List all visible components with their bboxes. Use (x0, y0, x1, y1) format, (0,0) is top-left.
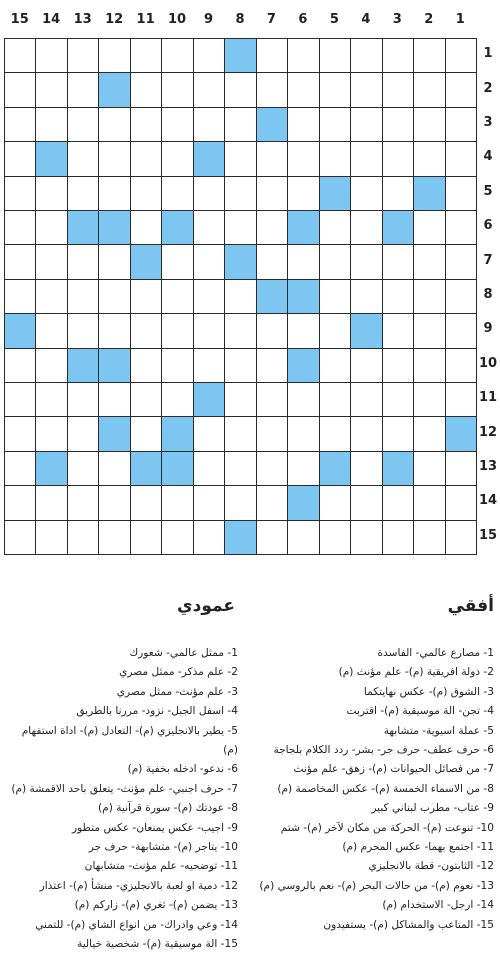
shaded-cell (287, 485, 319, 520)
grid-cell[interactable] (445, 141, 477, 176)
grid-cell[interactable] (224, 279, 256, 314)
shaded-cell (256, 279, 288, 314)
grid-cell[interactable] (130, 72, 162, 107)
grid-cell[interactable] (161, 279, 193, 314)
column-number: 15 (10, 12, 29, 27)
across-clue: 12- الثابتون- قطة بالانجليزي (368, 860, 494, 873)
shaded-cell (413, 176, 445, 211)
grid-cell[interactable] (413, 348, 445, 383)
shaded-cell (161, 416, 193, 451)
shaded-cell (193, 382, 225, 417)
grid-cell[interactable] (445, 107, 477, 142)
grid-cell[interactable] (350, 38, 382, 73)
down-clue: 3- علم مؤنث- ممثل مصري (116, 685, 238, 698)
row-number: 1 (483, 46, 493, 62)
grid-cell[interactable] (130, 382, 162, 417)
across-clue: 7- من فصائل الحيوانات (م)- زهق- علم مؤنث (293, 763, 494, 776)
grid-cell[interactable] (4, 38, 36, 73)
grid-cell[interactable] (224, 107, 256, 142)
down-clue: 6- ندعو- ادخله بخفية (م) (127, 763, 238, 776)
grid-cell[interactable] (35, 485, 67, 520)
grid-cell[interactable] (350, 279, 382, 314)
grid-cell[interactable] (319, 416, 351, 451)
grid-cell[interactable] (193, 107, 225, 142)
column-number: 1 (455, 12, 465, 27)
grid-cell[interactable] (35, 279, 67, 314)
grid-cell[interactable] (224, 176, 256, 211)
grid-cell[interactable] (193, 38, 225, 73)
shaded-cell (224, 520, 256, 555)
grid-cell[interactable] (35, 348, 67, 383)
shaded-cell (224, 38, 256, 73)
grid-cell[interactable] (287, 141, 319, 176)
grid-cell[interactable] (319, 72, 351, 107)
grid-cell[interactable] (382, 72, 414, 107)
grid-cell[interactable] (130, 520, 162, 555)
grid-cell[interactable] (413, 451, 445, 486)
column-number: 6 (298, 12, 308, 27)
grid-cell[interactable] (224, 141, 256, 176)
grid-cell[interactable] (161, 176, 193, 211)
grid-cell[interactable] (193, 348, 225, 383)
down-clue: 5- يطير بالانجليزي (م)- التعادل (م)- اداة استفهام (م) (21, 724, 238, 757)
grid-cell[interactable] (98, 313, 130, 348)
row-number: 10 (478, 355, 498, 371)
column-number: 10 (168, 12, 187, 27)
grid-cell[interactable] (161, 520, 193, 555)
grid-cell[interactable] (445, 348, 477, 383)
grid-cell[interactable] (224, 416, 256, 451)
grid-cell[interactable] (130, 176, 162, 211)
grid-cell[interactable] (224, 210, 256, 245)
grid-cell[interactable] (4, 382, 36, 417)
grid-cell[interactable] (67, 72, 99, 107)
grid-cell[interactable] (67, 451, 99, 486)
grid-cell[interactable] (67, 279, 99, 314)
grid-cell[interactable] (445, 485, 477, 520)
down-clue: 1- ممثل عالمي- شعورك (129, 647, 238, 659)
grid-cell[interactable] (413, 38, 445, 73)
shaded-cell (287, 210, 319, 245)
across-clue: 11- اجتمع بهما- عكس المحرم (م) (342, 841, 494, 854)
grid-cell[interactable] (382, 416, 414, 451)
grid-cell[interactable] (224, 485, 256, 520)
grid-cell[interactable] (130, 141, 162, 176)
grid-cell[interactable] (382, 520, 414, 555)
grid-cell[interactable] (445, 520, 477, 555)
grid-cell[interactable] (413, 141, 445, 176)
grid-cell[interactable] (67, 176, 99, 211)
grid-cell[interactable] (35, 313, 67, 348)
across-heading: أفقي (447, 596, 494, 616)
grid-cell[interactable] (4, 279, 36, 314)
grid-cell[interactable] (224, 451, 256, 486)
grid-cell[interactable] (287, 520, 319, 555)
grid-cell[interactable] (413, 416, 445, 451)
row-number: 14 (478, 493, 498, 509)
grid-cell[interactable] (256, 176, 288, 211)
grid-cell[interactable] (350, 451, 382, 486)
grid-cell[interactable] (445, 313, 477, 348)
grid-cell[interactable] (256, 382, 288, 417)
grid-cell[interactable] (161, 485, 193, 520)
grid-cell[interactable] (350, 210, 382, 245)
grid-cell[interactable] (98, 485, 130, 520)
shaded-cell (287, 348, 319, 383)
shaded-cell (161, 451, 193, 486)
grid-cell[interactable] (193, 416, 225, 451)
grid-cell[interactable] (4, 72, 36, 107)
grid-cell[interactable] (130, 38, 162, 73)
grid-cell[interactable] (382, 107, 414, 142)
grid-cell[interactable] (445, 279, 477, 314)
shaded-cell (445, 416, 477, 451)
grid-cell[interactable] (413, 72, 445, 107)
grid-cell[interactable] (287, 313, 319, 348)
shaded-cell (98, 72, 130, 107)
grid-cell[interactable] (130, 210, 162, 245)
grid-cell[interactable] (130, 416, 162, 451)
grid-cell[interactable] (67, 141, 99, 176)
grid-cell[interactable] (130, 279, 162, 314)
shaded-cell (161, 210, 193, 245)
grid-cell[interactable] (319, 348, 351, 383)
row-number: 11 (478, 390, 498, 406)
grid-cell[interactable] (67, 107, 99, 142)
grid-cell[interactable] (350, 176, 382, 211)
shaded-cell (382, 210, 414, 245)
row-number: 12 (478, 424, 498, 440)
clues-section (0, 596, 500, 949)
down-clue: 9- اجيب- عكس يمنعان- عكس متطور (71, 821, 238, 834)
grid-cell[interactable] (382, 348, 414, 383)
crossword-grid (4, 38, 476, 554)
row-number: 5 (483, 183, 493, 199)
grid-cell[interactable] (130, 107, 162, 142)
grid-cell[interactable] (35, 38, 67, 73)
grid-cell[interactable] (382, 244, 414, 279)
grid-cell[interactable] (161, 313, 193, 348)
grid-cell[interactable] (193, 485, 225, 520)
across-clue: 2- دولة افريقية (م)- علم مؤنث (م) (338, 666, 494, 679)
grid-cell[interactable] (319, 382, 351, 417)
grid-cell[interactable] (193, 176, 225, 211)
across-clue-list (256, 644, 494, 935)
grid-cell[interactable] (319, 210, 351, 245)
grid-cell[interactable] (67, 520, 99, 555)
down-clue: 11- توضحيه- علم مؤنث- متشابهان (84, 860, 238, 873)
grid-cell[interactable] (382, 382, 414, 417)
across-clue: 1- مصارع عالمي- الفاسدة (377, 647, 494, 659)
grid-cell[interactable] (35, 244, 67, 279)
grid-cell[interactable] (256, 485, 288, 520)
across-clue: 10- تنوعت (م)- الحركة من مكان لآخر (م)- شتم (280, 821, 494, 834)
grid-cell[interactable] (256, 313, 288, 348)
grid-cell[interactable] (161, 348, 193, 383)
grid-cell[interactable] (287, 416, 319, 451)
grid-cell[interactable] (413, 210, 445, 245)
grid-cell[interactable] (256, 244, 288, 279)
shaded-cell (98, 348, 130, 383)
row-number: 3 (483, 115, 493, 130)
grid-cell[interactable] (193, 451, 225, 486)
grid-cell[interactable] (35, 210, 67, 245)
shaded-cell (382, 451, 414, 486)
grid-cell[interactable] (98, 382, 130, 417)
grid-cell[interactable] (161, 38, 193, 73)
down-clue: 2- علم مذكر- ممثل مصري (119, 666, 238, 679)
shaded-cell (130, 451, 162, 486)
down-clue: 15- الة موسيقية (م)- شخصية خيالية (77, 938, 238, 951)
grid-cell[interactable] (67, 313, 99, 348)
down-clue: 14- وعي وادراك- من انواع الشاي (م)- للتمني (35, 918, 238, 931)
row-number: 7 (483, 252, 493, 268)
column-number: 2 (424, 12, 434, 27)
down-clue: 7- حرف اجنبي- علم مؤنث- يتعلق باحد الاقمشة (م) (11, 782, 238, 795)
grid-cell[interactable] (382, 176, 414, 211)
grid-cell[interactable] (98, 107, 130, 142)
grid-cell[interactable] (256, 210, 288, 245)
row-number: 15 (478, 527, 498, 543)
grid-cell[interactable] (67, 244, 99, 279)
grid-cell[interactable] (287, 451, 319, 486)
row-number: 4 (483, 149, 493, 165)
across-clue: 8- من الاسماء الخمسة (م)- عكس المخاصمة (م) (277, 782, 494, 795)
grid-cell[interactable] (4, 416, 36, 451)
across-clue: 9- عتاب- مطرب لبناني كبير (371, 802, 494, 815)
grid-cell[interactable] (98, 520, 130, 555)
grid-cell[interactable] (445, 244, 477, 279)
grid-cell[interactable] (193, 313, 225, 348)
grid-cell[interactable] (224, 382, 256, 417)
shaded-cell (287, 279, 319, 314)
grid-cell[interactable] (319, 38, 351, 73)
shaded-cell (224, 244, 256, 279)
grid-cell[interactable] (413, 313, 445, 348)
shaded-cell (256, 107, 288, 142)
grid-cell[interactable] (319, 107, 351, 142)
grid-cell[interactable] (256, 451, 288, 486)
grid-cell[interactable] (4, 176, 36, 211)
across-clue: 3- الشوق (م)- عكس نهايتكما (363, 685, 494, 698)
grid-cell[interactable] (193, 279, 225, 314)
grid-cell[interactable] (98, 279, 130, 314)
grid-cell[interactable] (35, 176, 67, 211)
grid-cell[interactable] (98, 38, 130, 73)
grid-cell[interactable] (319, 141, 351, 176)
grid-cell[interactable] (287, 72, 319, 107)
row-number: 6 (483, 218, 493, 234)
across-clue: 4- تجن- الة موسيقية (م)- اقتربت (346, 705, 494, 718)
shaded-cell (67, 348, 99, 383)
row-number: 8 (483, 287, 493, 302)
column-numbers (4, 0, 476, 36)
grid-cell[interactable] (413, 382, 445, 417)
grid-cell[interactable] (98, 176, 130, 211)
grid-cell[interactable] (161, 141, 193, 176)
down-clue-list (4, 644, 238, 955)
grid-cell[interactable] (319, 279, 351, 314)
grid-cell[interactable] (35, 107, 67, 142)
grid-cell[interactable] (67, 38, 99, 73)
grid-cell[interactable] (4, 348, 36, 383)
grid-cell[interactable] (4, 210, 36, 245)
grid-cell[interactable] (193, 244, 225, 279)
grid-cell[interactable] (161, 72, 193, 107)
row-number: 9 (483, 321, 493, 337)
grid-cell[interactable] (98, 244, 130, 279)
grid-cell[interactable] (161, 107, 193, 142)
grid-cell[interactable] (350, 141, 382, 176)
grid-cell[interactable] (67, 382, 99, 417)
grid-cell[interactable] (35, 382, 67, 417)
grid-cell[interactable] (98, 451, 130, 486)
grid-cell[interactable] (382, 279, 414, 314)
grid-cell[interactable] (4, 244, 36, 279)
grid-cell[interactable] (35, 520, 67, 555)
grid-cell[interactable] (256, 520, 288, 555)
shaded-cell (319, 176, 351, 211)
grid-cell[interactable] (319, 244, 351, 279)
grid-cell[interactable] (287, 107, 319, 142)
grid-cell[interactable] (445, 451, 477, 486)
shaded-cell (35, 141, 67, 176)
across-clue: 6- حرف عطف- حرف جر- بشر- ردد الكلام بلجاجة (273, 744, 494, 757)
grid-cell[interactable] (445, 38, 477, 73)
grid-cell[interactable] (130, 485, 162, 520)
grid-cell[interactable] (413, 244, 445, 279)
grid-cell[interactable] (193, 520, 225, 555)
shaded-cell (319, 451, 351, 486)
grid-cell[interactable] (98, 141, 130, 176)
row-number: 13 (478, 459, 498, 474)
across-clue: 15- المتاعب والمشاكل (م)- يستفيدون (323, 918, 494, 931)
grid-cell[interactable] (4, 107, 36, 142)
grid-cell[interactable] (4, 141, 36, 176)
grid-cell[interactable] (350, 520, 382, 555)
grid-cell[interactable] (413, 107, 445, 142)
column-number: 13 (73, 12, 92, 27)
across-clue: 5- عملة اسيوية- متشابهة (383, 724, 494, 737)
shaded-cell (193, 141, 225, 176)
grid-cell[interactable] (67, 416, 99, 451)
down-clue: 13- يضمن (م)- ثغري (م)- زاركم (م) (74, 899, 238, 912)
row-number: 2 (483, 80, 493, 96)
across-clue: 14- ارجل- الاستخدام (م) (382, 899, 494, 912)
grid-cell[interactable] (445, 72, 477, 107)
grid-cell[interactable] (319, 313, 351, 348)
grid-cell[interactable] (224, 313, 256, 348)
grid-cell[interactable] (4, 520, 36, 555)
shaded-cell (130, 244, 162, 279)
grid-cell[interactable] (413, 279, 445, 314)
grid-cell[interactable] (193, 210, 225, 245)
grid-cell[interactable] (35, 72, 67, 107)
grid-cell[interactable] (350, 72, 382, 107)
column-number: 12 (105, 12, 124, 27)
grid-cell[interactable] (319, 520, 351, 555)
grid-cell[interactable] (382, 485, 414, 520)
column-number: 4 (361, 12, 371, 27)
column-number: 8 (235, 12, 245, 27)
down-clue: 12- دمية او لعبة بالانجليزي- منشأ (م)- اعتذار (39, 879, 238, 892)
grid-cell[interactable] (350, 107, 382, 142)
grid-cell[interactable] (4, 485, 36, 520)
across-clue: 13- نعوم (م)- من حالات البحر (م)- نعم بالروسي (م) (259, 879, 494, 892)
grid-cell[interactable] (256, 416, 288, 451)
down-heading: عمودي (177, 596, 235, 616)
shaded-cell (98, 210, 130, 245)
grid-cell[interactable] (4, 451, 36, 486)
column-number: 11 (136, 12, 155, 27)
down-clue: 4- اسفل الجبل- نزود- مررنا بالطريق (76, 705, 238, 718)
grid-cell[interactable] (256, 72, 288, 107)
grid-cell[interactable] (35, 416, 67, 451)
column-number: 9 (204, 12, 214, 27)
shaded-cell (350, 313, 382, 348)
grid-cell[interactable] (350, 416, 382, 451)
grid-cell[interactable] (445, 382, 477, 417)
grid-cell[interactable] (350, 382, 382, 417)
grid-cell[interactable] (67, 485, 99, 520)
grid-cell[interactable] (382, 38, 414, 73)
down-clue: 8- عودتك (م)- سورة قرآنية (م) (98, 802, 238, 815)
column-number: 7 (266, 12, 276, 27)
grid-cell[interactable] (319, 485, 351, 520)
grid-cell[interactable] (413, 485, 445, 520)
grid-cell[interactable] (382, 141, 414, 176)
grid-cell[interactable] (224, 348, 256, 383)
grid-cell[interactable] (445, 210, 477, 245)
grid-cell[interactable] (350, 485, 382, 520)
grid-cell[interactable] (193, 72, 225, 107)
shaded-cell (35, 451, 67, 486)
grid-cell[interactable] (224, 72, 256, 107)
grid-cell[interactable] (256, 38, 288, 73)
column-number: 3 (392, 12, 402, 27)
grid-cell[interactable] (161, 382, 193, 417)
grid-cell[interactable] (413, 520, 445, 555)
grid-cell[interactable] (130, 313, 162, 348)
grid-cell[interactable] (256, 348, 288, 383)
grid-cell[interactable] (445, 176, 477, 211)
grid-cell[interactable] (350, 348, 382, 383)
grid-cell[interactable] (382, 313, 414, 348)
shaded-cell (4, 313, 36, 348)
grid-cell[interactable] (161, 244, 193, 279)
shaded-cell (98, 416, 130, 451)
grid-cell[interactable] (287, 244, 319, 279)
grid-cell[interactable] (256, 141, 288, 176)
grid-cell[interactable] (287, 382, 319, 417)
grid-cell[interactable] (350, 244, 382, 279)
column-number: 5 (329, 12, 339, 27)
grid-cell[interactable] (287, 38, 319, 73)
shaded-cell (67, 210, 99, 245)
column-number: 14 (42, 12, 61, 27)
grid-cell[interactable] (287, 176, 319, 211)
down-clue: 10- يتاجر (م)- متشابهة- حرف جر (88, 841, 238, 854)
grid-cell[interactable] (130, 348, 162, 383)
